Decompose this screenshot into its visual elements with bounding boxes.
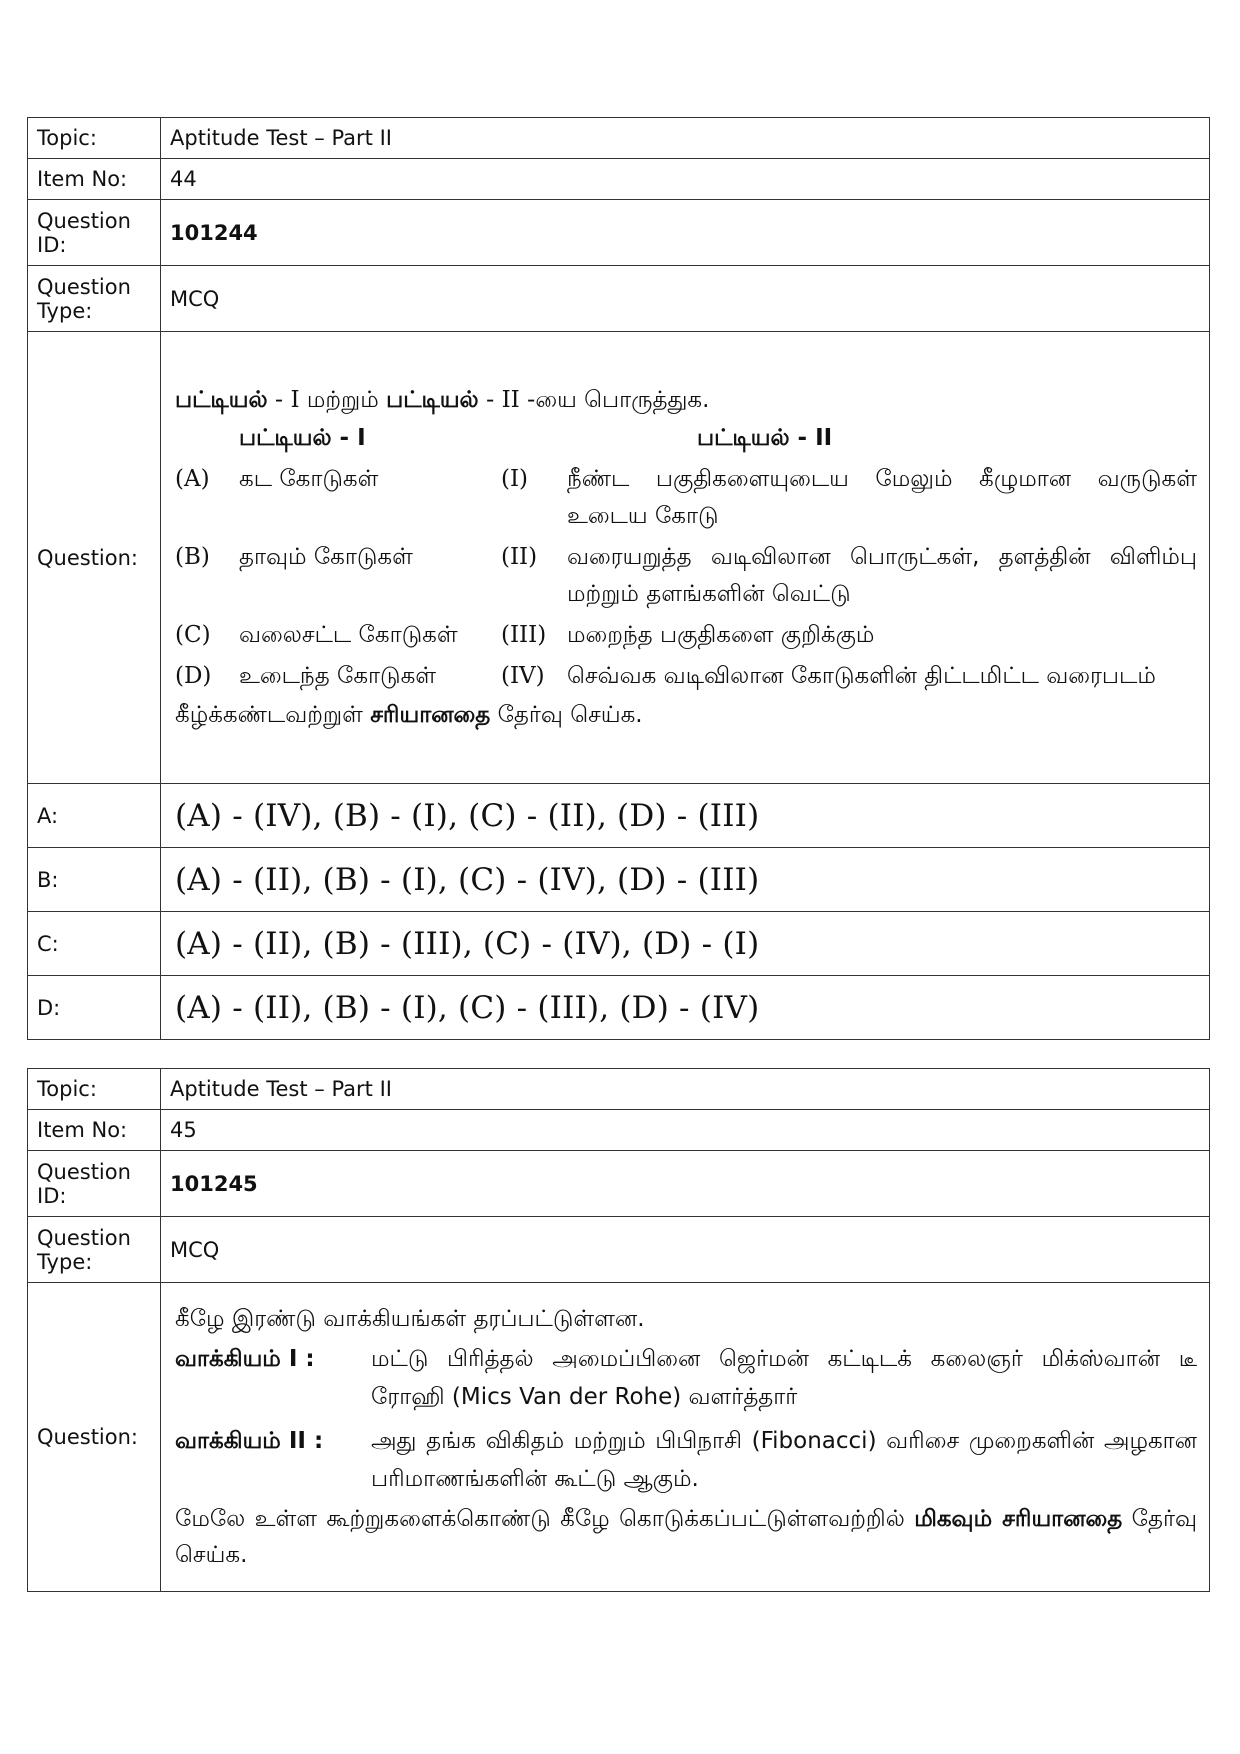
row-item: கட கோடுகள் bbox=[239, 466, 379, 492]
question-id-label: Question ID: bbox=[28, 1151, 161, 1217]
intro-list1: பட்டியல் bbox=[175, 387, 268, 413]
footer-bold: சரியானதை bbox=[370, 702, 491, 728]
match-row bbox=[175, 537, 1197, 615]
footer-bold: மிகவும் சரியானதை bbox=[914, 1506, 1123, 1532]
row-item: வலைசட்ட கோடுகள் bbox=[239, 622, 458, 648]
footer-post: தேர்வு செய்க. bbox=[490, 702, 643, 728]
intro-list2: பட்டியல் bbox=[386, 387, 479, 413]
question-id-value: 101244 bbox=[161, 200, 1210, 266]
row-desc: செவ்வக வடிவிலான கோடுகளின் திட்டமிட்ட வரைபடம் bbox=[567, 663, 1156, 689]
question-type-value: MCQ bbox=[161, 266, 1210, 332]
question-id-value: 101245 bbox=[161, 1151, 1210, 1217]
option-a-text[interactable]: (A) - (IV), (B) - (I), (C) - (II), (D) - (III) bbox=[161, 784, 1210, 848]
question-footer bbox=[175, 1501, 1197, 1573]
list2-heading: பட்டியல் - II bbox=[697, 425, 833, 451]
match-table bbox=[175, 418, 1197, 697]
option-d-text[interactable]: (A) - (II), (B) - (I), (C) - (III), (D) - (IV) bbox=[161, 976, 1210, 1040]
topic-label: Topic: bbox=[28, 118, 161, 159]
row-roman: (III) bbox=[501, 622, 547, 648]
topic-label: Topic: bbox=[28, 1069, 161, 1110]
intro-dash1: - bbox=[267, 387, 291, 413]
row-desc: மறைந்த பகுதிகளை குறிக்கும் bbox=[567, 622, 875, 648]
statement-row bbox=[175, 1337, 1197, 1419]
footer-post: தேர்வு செய்க. bbox=[175, 1506, 1197, 1568]
item-no-label: Item No: bbox=[28, 159, 161, 200]
question-type-label: Question Type: bbox=[28, 1217, 161, 1283]
option-b-text[interactable]: (A) - (II), (B) - (I), (C) - (IV), (D) - (III) bbox=[161, 848, 1210, 912]
row-item: உடைந்த கோடுகள் bbox=[239, 663, 437, 689]
row-desc: வரையறுத்த வடிவிலான பொருட்கள், தளத்தின் விளிம்பு மற்றும் தளங்களின் வெட்டு bbox=[567, 544, 1197, 607]
option-d-label: D: bbox=[28, 976, 161, 1040]
statement-row bbox=[175, 1419, 1197, 1501]
row-item: தாவும் கோடுகள் bbox=[239, 544, 413, 570]
option-a-label: A: bbox=[28, 784, 161, 848]
item-no-label: Item No: bbox=[28, 1110, 161, 1151]
topic-value: Aptitude Test – Part II bbox=[161, 118, 1210, 159]
match-row bbox=[175, 615, 1197, 656]
question-44-table bbox=[27, 117, 1210, 1040]
question-intro: கீழே இரண்டு வாக்கியங்கள் தரப்பட்டுள்ளன. bbox=[175, 1306, 645, 1332]
match-row bbox=[175, 656, 1197, 697]
match-row bbox=[175, 459, 1197, 537]
question-intro bbox=[175, 382, 1197, 418]
intro-roman2: II bbox=[501, 387, 520, 413]
intro-dash2: - bbox=[478, 387, 502, 413]
intro-rest: -யை பொருத்துக. bbox=[519, 387, 710, 413]
statement1-label: வாக்கியம் I : bbox=[175, 1346, 315, 1372]
item-no-value: 45 bbox=[161, 1110, 1210, 1151]
list1-heading: பட்டியல் - I bbox=[239, 425, 366, 451]
footer-pre: கீழ்க்கண்டவற்றுள் bbox=[175, 702, 371, 728]
row-roman: (II) bbox=[501, 544, 538, 570]
row-roman: (IV) bbox=[501, 663, 545, 689]
statement2-text: அது தங்க விகிதம் மற்றும் பிபிநாசி (Fibonacci) வரிசை முறைகளின் அழகான பரிமாணங்களின் கூட்டு ஆகும். bbox=[371, 1428, 1197, 1492]
topic-value: Aptitude Test – Part II bbox=[161, 1069, 1210, 1110]
item-no-value: 44 bbox=[161, 159, 1210, 200]
question-body bbox=[161, 1283, 1210, 1592]
question-45-table bbox=[27, 1068, 1210, 1592]
statement1-text: மட்டு பிரித்தல் அமைப்பினை ஜெர்மன் கட்டிடக் கலைஞர் மிக்ஸ்வான் டீ ரோஹி (Mics Van der Rohe) வளர்த்தார் bbox=[371, 1346, 1197, 1410]
footer-pre: மேலே உள்ள கூற்றுகளைக்கொண்டு கீழே கொடுக்கப்பட்டுள்ளவற்றில் bbox=[175, 1506, 915, 1532]
question-body bbox=[161, 332, 1210, 784]
question-label: Question: bbox=[28, 1283, 161, 1592]
row-roman: (I) bbox=[501, 466, 529, 492]
row-letter: (C) bbox=[175, 622, 211, 648]
statement2-label: வாக்கியம் II : bbox=[175, 1428, 324, 1454]
question-label: Question: bbox=[28, 332, 161, 784]
row-desc: நீண்ட பகுதிகளையுடைய மேலும் கீழுமான வருடுகள் உடைய கோடு bbox=[567, 466, 1197, 529]
question-type-value: MCQ bbox=[161, 1217, 1210, 1283]
intro-roman1: I bbox=[290, 387, 300, 413]
option-c-text[interactable]: (A) - (II), (B) - (III), (C) - (IV), (D) - (I) bbox=[161, 912, 1210, 976]
intro-and: மற்றும் bbox=[299, 387, 387, 413]
option-b-label: B: bbox=[28, 848, 161, 912]
row-letter: (A) bbox=[175, 466, 210, 492]
question-id-label: Question ID: bbox=[28, 200, 161, 266]
row-letter: (B) bbox=[175, 544, 210, 570]
row-letter: (D) bbox=[175, 663, 212, 689]
statements-table bbox=[175, 1337, 1197, 1501]
question-type-label: Question Type: bbox=[28, 266, 161, 332]
question-footer bbox=[175, 697, 1197, 733]
option-c-label: C: bbox=[28, 912, 161, 976]
